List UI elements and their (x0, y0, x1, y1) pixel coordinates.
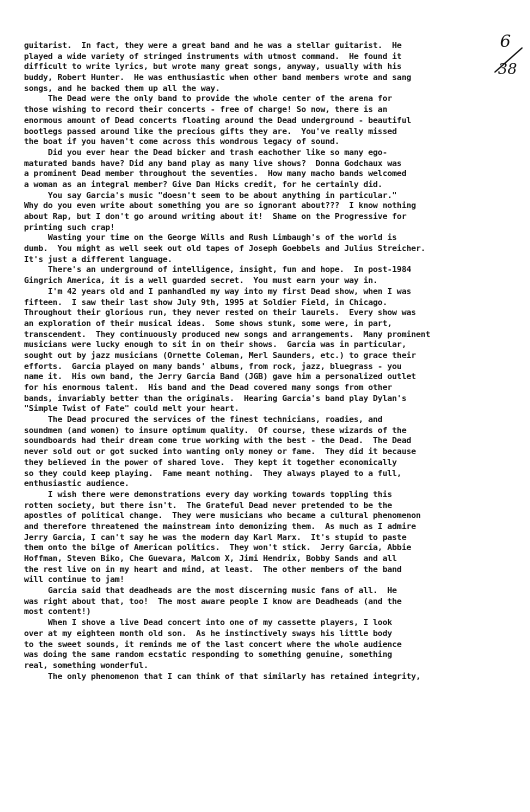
text-line: bands, invariably better than the originals. Hearing Garcia's band play Dylan's (24, 392, 407, 403)
text-line: enormous amount of Dead concerts floating around the Dead underground - beautiful (24, 114, 412, 125)
text-line: Throughout their glorious run, they never rested on their laurels. Every show was (24, 307, 416, 318)
text-line: efforts. Garcia played on many bands' albums, from rock, jazz, bluegrass - you (24, 360, 402, 371)
text-line: enthusiastic audience. (24, 478, 130, 489)
text-line: to the sweet sounds, it reminds me of the last concert where the whole audience (24, 638, 402, 649)
text-line: a prominent Dead member throughout the seventies. How many macho bands welcomed (24, 168, 407, 179)
text-line: the boat if you haven't come across this wondrous legacy of sound. (24, 136, 340, 147)
text-line: songs, and he backed them up all the way. (24, 82, 220, 93)
text-line: I wish there were demonstrations every day working towards toppling this (24, 488, 393, 499)
text-line: There's an underground of intelligence, insight, fun and hope. In post-1984 (24, 264, 412, 275)
text-line: rotten society, but there isn't. The Grateful Dead never pretended to be the (24, 499, 393, 510)
text-line: so they could keep playing. Fame meant nothing. They always played to a full, (24, 467, 402, 478)
text-line: You say Garcia's music "doesn't seem to be about anything in particular." (24, 189, 397, 200)
letter-body (24, 40, 490, 681)
text-line: those wishing to record their concerts - free of charge! So now, there is an (24, 104, 388, 115)
text-line: It's just a different language. (24, 253, 173, 264)
text-line: played a wide variety of stringed instruments with utmost command. He found it (24, 50, 402, 61)
text-line: printing such crap! (24, 221, 115, 232)
text-line: "Simple Twist of Fate" could melt your heart. (24, 403, 240, 414)
text-line: was doing the same random ecstatic responding to something genuine, something (24, 649, 393, 660)
text-line: maturated bands have? Did any band play as many live shows? Donna Godchaux was (24, 157, 402, 168)
text-line: guitarist. In fact, they were a great band and he was a stellar guitarist. He (24, 40, 402, 50)
text-line: Hoffman, Steven Biko, Che Guevara, Malcom X, Jimi Hendrix, Bobby Sands and all (24, 553, 397, 563)
text-line: The Dead were the only band to provide the whole center of the arena for (24, 93, 393, 104)
text-line: When I shove a live Dead concert into one of my cassette players, I look (24, 617, 393, 628)
text-line: they believed in the power of shared love. They kept it together economically (24, 456, 397, 467)
text-line: Garcia said that deadheads are the most discerning music fans of all. He (24, 585, 397, 596)
page-number-total: 38 (498, 60, 518, 78)
handwritten-page-number (492, 34, 526, 84)
text-line: will continue to jam! (24, 574, 125, 585)
text-line: the rest live on in my heart and mind, at least. The other members of the band (24, 563, 402, 574)
text-line: I'm 42 years old and I panhandled my way into my first Dead show, when I was (24, 285, 412, 296)
text-line: transcendent. They continuously produced new songs and arrangements. Many prominent (24, 328, 431, 339)
text-line: Did you ever hear the Dead bicker and trash eachother like so many ego- (24, 146, 388, 157)
text-line: name it. His own band, the Jerry Garcia Band (JGB) gave him a personalized outlet (24, 371, 416, 382)
text-line: buddy, Robert Hunter. He was enthusiastic when other band members wrote and sang (24, 72, 412, 83)
text-line: about Rap, but I don't go around writing about it! Shame on the Progressive for (24, 211, 407, 221)
text-line: bootlegs passed around like the precious gifts they are. You've really missed (24, 125, 397, 136)
text-line: real, something wonderful. (24, 659, 149, 670)
text-line: soundmen (and women) to insure optimum quality. Of course, these wizards of the (24, 424, 407, 435)
text-line: never sold out or got sucked into wanting only money or fame. They did it because (24, 446, 416, 457)
text-line: apostles of political change. They were musicians who became a cultural phenomenon (24, 510, 421, 521)
text-line: difficult to write lyrics, but wrote many great songs, anyway, usually with his (24, 61, 402, 72)
text-line: Wasting your time on the George Wills and Rush Limbaugh's of the world is (24, 232, 397, 243)
text-line: and therefore threatened the mainstream into demonizing them. As much as I admire (24, 520, 416, 531)
text-line: fifteen. I saw their last show July 9th, 1995 at Soldier Field, in Chicago. (24, 296, 388, 307)
text-line: The only phenomenon that I can think of that similarly has retained integrity, (24, 670, 421, 681)
text-line: them onto the bilge of American politics. They won't stick. Jerry Garcia, Abbie (24, 542, 412, 553)
text-line: a woman as an integral member? Give Dan Hicks credit, for he certainly did. (24, 178, 383, 189)
text-line: over at my eighteen month old son. As he instinctively sways his little body (24, 627, 393, 638)
text-line: Why do you even write about something you are so ignorant about??? I know nothing (24, 200, 416, 211)
text-line: dumb. You might as well seek out old tapes of Joseph Goebbels and Julius Streicher. (24, 243, 426, 254)
text-line: The Dead procured the services of the finest technicians, roadies, and (24, 414, 383, 425)
text-line: Gingrich America, it is a well guarded secret. You must earn your way in. (24, 275, 378, 286)
text-line: was right about that, too! The most aware people I know are Deadheads (and the (24, 595, 402, 606)
text-line: most content!) (24, 606, 91, 617)
text-line: soundboards had their dream come true working with the best - the Dead. The Dead (24, 435, 412, 446)
page-number-current: 6 (500, 32, 511, 52)
text-line: for his enormous talent. His band and the Dead covered many songs from other (24, 382, 393, 392)
text-line: sought out by jazz musicians (Ornette Coleman, Merl Saunders, etc.) to grace their (24, 349, 416, 360)
text-line: musicians were lucky enough to sit in on their shows. Garcia was in particular, (24, 339, 407, 350)
text-line: an exploration of their musical ideas. Some shows stunk, some were, in part, (24, 317, 393, 328)
text-line: Jerry Garcia, I can't say he was the modern day Karl Marx. It's stupid to paste (24, 531, 407, 542)
